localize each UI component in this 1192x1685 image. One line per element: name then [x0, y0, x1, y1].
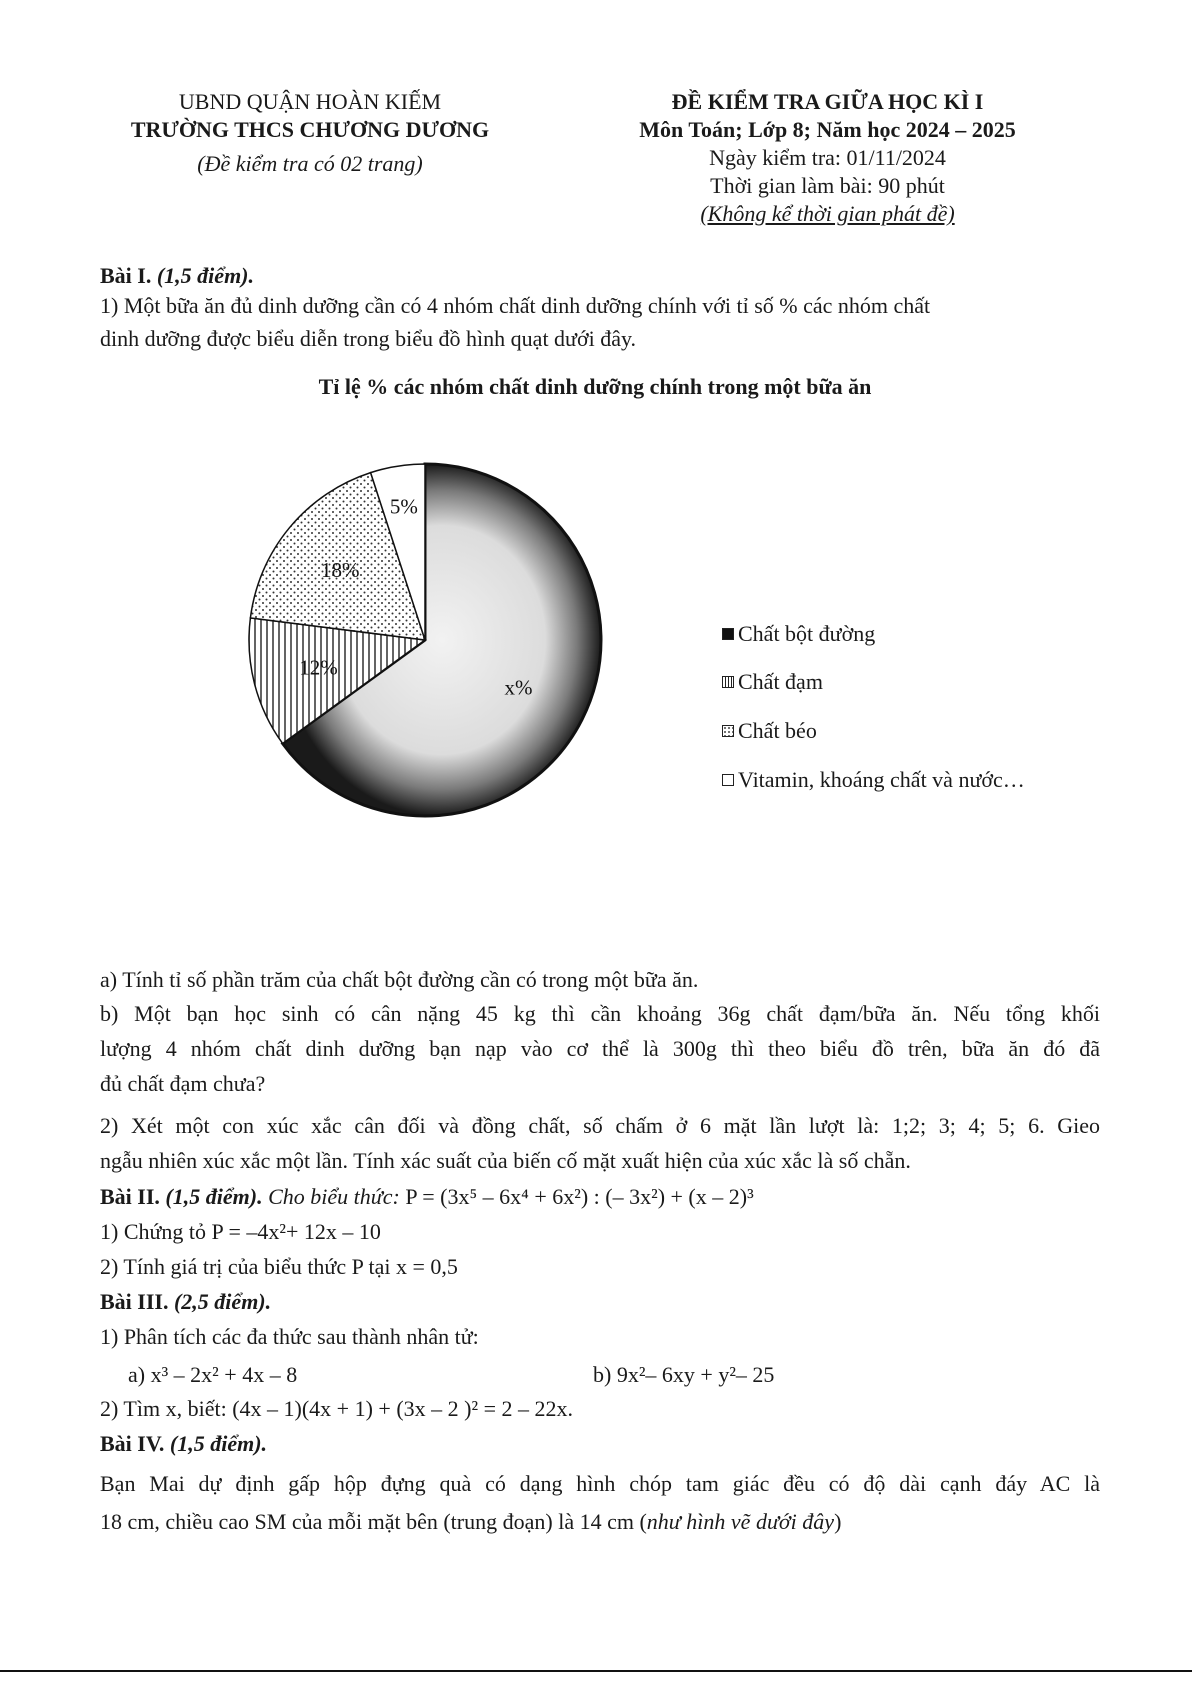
bai3-q2-expression: (4x – 1)(4x + 1) + (3x – 2 )² = 2 – 22x.	[232, 1396, 573, 1421]
bai2-points: (1,5 điểm).	[165, 1184, 263, 1209]
pie-chart	[240, 440, 640, 840]
legend-swatch-solid	[722, 628, 734, 640]
school-name: TRƯỜNG THCS CHƯƠNG DƯƠNG	[130, 117, 490, 142]
legend-label: Chất bột đường	[738, 621, 876, 646]
bai4-line2-italic: như hình vẽ dưới đây	[646, 1509, 835, 1534]
bai2-intro: Cho biểu thức:	[268, 1184, 400, 1209]
bai4-heading	[100, 1430, 1100, 1458]
bai2-heading	[100, 1183, 1100, 1211]
bai4-line2-end: )	[834, 1509, 842, 1534]
bai1-q2-line2: ngẫu nhiên xúc xắc một lần. Tính xác suất của biến cố mặt xuất hiện của xúc xắc là số chẵn.	[100, 1148, 911, 1173]
legend-item	[722, 717, 817, 745]
bai1-qb-line3: đủ chất đạm chưa?	[100, 1071, 266, 1096]
bai2-title: Bài II.	[100, 1184, 160, 1209]
legend-label: Vitamin, khoáng chất và nước…	[738, 767, 1025, 792]
legend-swatch-blank	[722, 774, 734, 786]
chart-legend	[722, 620, 1052, 820]
bai1-title: Bài I.	[100, 263, 152, 288]
legend-label: Chất đạm	[738, 669, 823, 694]
exam-date: Ngày kiểm tra: 01/11/2024	[709, 145, 946, 170]
legend-label: Chất béo	[738, 718, 817, 743]
bai4-line2	[100, 1508, 1100, 1536]
legend-item	[722, 766, 1025, 794]
bai4-points: (1,5 điểm).	[169, 1431, 268, 1456]
exam-subject: Môn Toán; Lớp 8; Năm học 2024 – 2025	[639, 117, 1016, 142]
bai2-expression: P = (3x⁵ – 6x⁴ + 6x²) : (– 3x²) + (x – 2)³	[405, 1184, 754, 1209]
slice-label-chat-dam: 12%	[299, 655, 338, 680]
page-count-note: (Đề kiểm tra có 02 trang)	[197, 151, 423, 176]
exam-duration-note: (Không kể thời gian phát đề)	[700, 201, 955, 226]
exam-duration: Thời gian làm bài: 90 phút	[710, 173, 945, 198]
bai2-q2: 2) Tính giá trị của biểu thức P tại x = 0,5	[100, 1254, 458, 1279]
district-name: UBND QUẬN HOÀN KIẾM	[178, 89, 442, 114]
bai1-qb-line1: b) Một bạn học sinh có cân nặng 45 kg thì cần khoảng 36g chất đạm/bữa ăn. Nếu tổng khối	[100, 1001, 1100, 1026]
bai1-heading	[100, 262, 1100, 290]
bai1-q1-line2: dinh dưỡng được biểu diễn trong biểu đồ hình quạt dưới đây.	[100, 326, 637, 351]
bai3-points: (2,5 điểm).	[173, 1289, 272, 1314]
bai3-q2-label: 2) Tìm x, biết:	[100, 1396, 227, 1421]
bai4-line2-main: 18 cm, chiều cao SM của mỗi mặt bên (trung đoạn) là 14 cm (	[100, 1509, 647, 1534]
exam-title: ĐỀ KIỂM TRA GIỮA HỌC KÌ I	[671, 89, 984, 114]
bai3-title: Bài III.	[100, 1289, 169, 1314]
bai3-q2	[100, 1395, 1100, 1423]
chart-title: Tỉ lệ % các nhóm chất dinh dưỡng chính trong một bữa ăn	[318, 374, 872, 399]
bai3-q1: 1) Phân tích các đa thức sau thành nhân tử:	[100, 1324, 479, 1349]
bai1-points: (1,5 điểm).	[156, 263, 255, 288]
bai4-line1: Bạn Mai dự định gấp hộp đựng quà có dạng hình chóp tam giác đều có độ dài cạnh đáy AC là	[100, 1471, 1100, 1496]
bai4-title: Bài IV.	[100, 1431, 165, 1456]
slice-label-chat-bot-duong: x%	[504, 675, 533, 700]
legend-item	[722, 620, 875, 648]
bai3-q1a: a) x³ – 2x² + 4x – 8	[128, 1362, 298, 1387]
bai1-qb-line2: lượng 4 nhóm chất dinh dưỡng bạn nạp vào cơ thể là 300g thì theo biểu đồ trên, bữa ăn đó đã	[100, 1036, 1100, 1061]
legend-swatch-dotted	[722, 725, 734, 737]
bai3-heading	[100, 1288, 1100, 1316]
header-right	[585, 88, 1070, 228]
slice-label-chat-beo: 18%	[320, 557, 360, 582]
bai1-q2-line1: 2) Xét một con xúc xắc cân đối và đồng chất, số chấm ở 6 mặt lần lượt là: 1;2; 3; 4; 5; 6. Gieo	[100, 1113, 1100, 1138]
legend-swatch-striped	[722, 676, 734, 688]
bai2-q1: 1) Chứng tỏ P = –4x²+ 12x – 10	[100, 1219, 381, 1244]
bai1-q1-line1: 1) Một bữa ăn đủ dinh dưỡng cần có 4 nhóm chất dinh dưỡng chính với tỉ số % các nhóm chất	[100, 293, 931, 318]
legend-item	[722, 668, 823, 696]
page-bottom-rule	[0, 1670, 1192, 1672]
bai3-q1b: b) 9x²– 6xy + y²– 25	[593, 1362, 775, 1387]
bai1-qa: a) Tính tỉ số phần trăm của chất bột đường cần có trong một bữa ăn.	[100, 967, 699, 992]
slice-label-vitamin: 5%	[389, 494, 418, 519]
header-left	[110, 88, 510, 178]
